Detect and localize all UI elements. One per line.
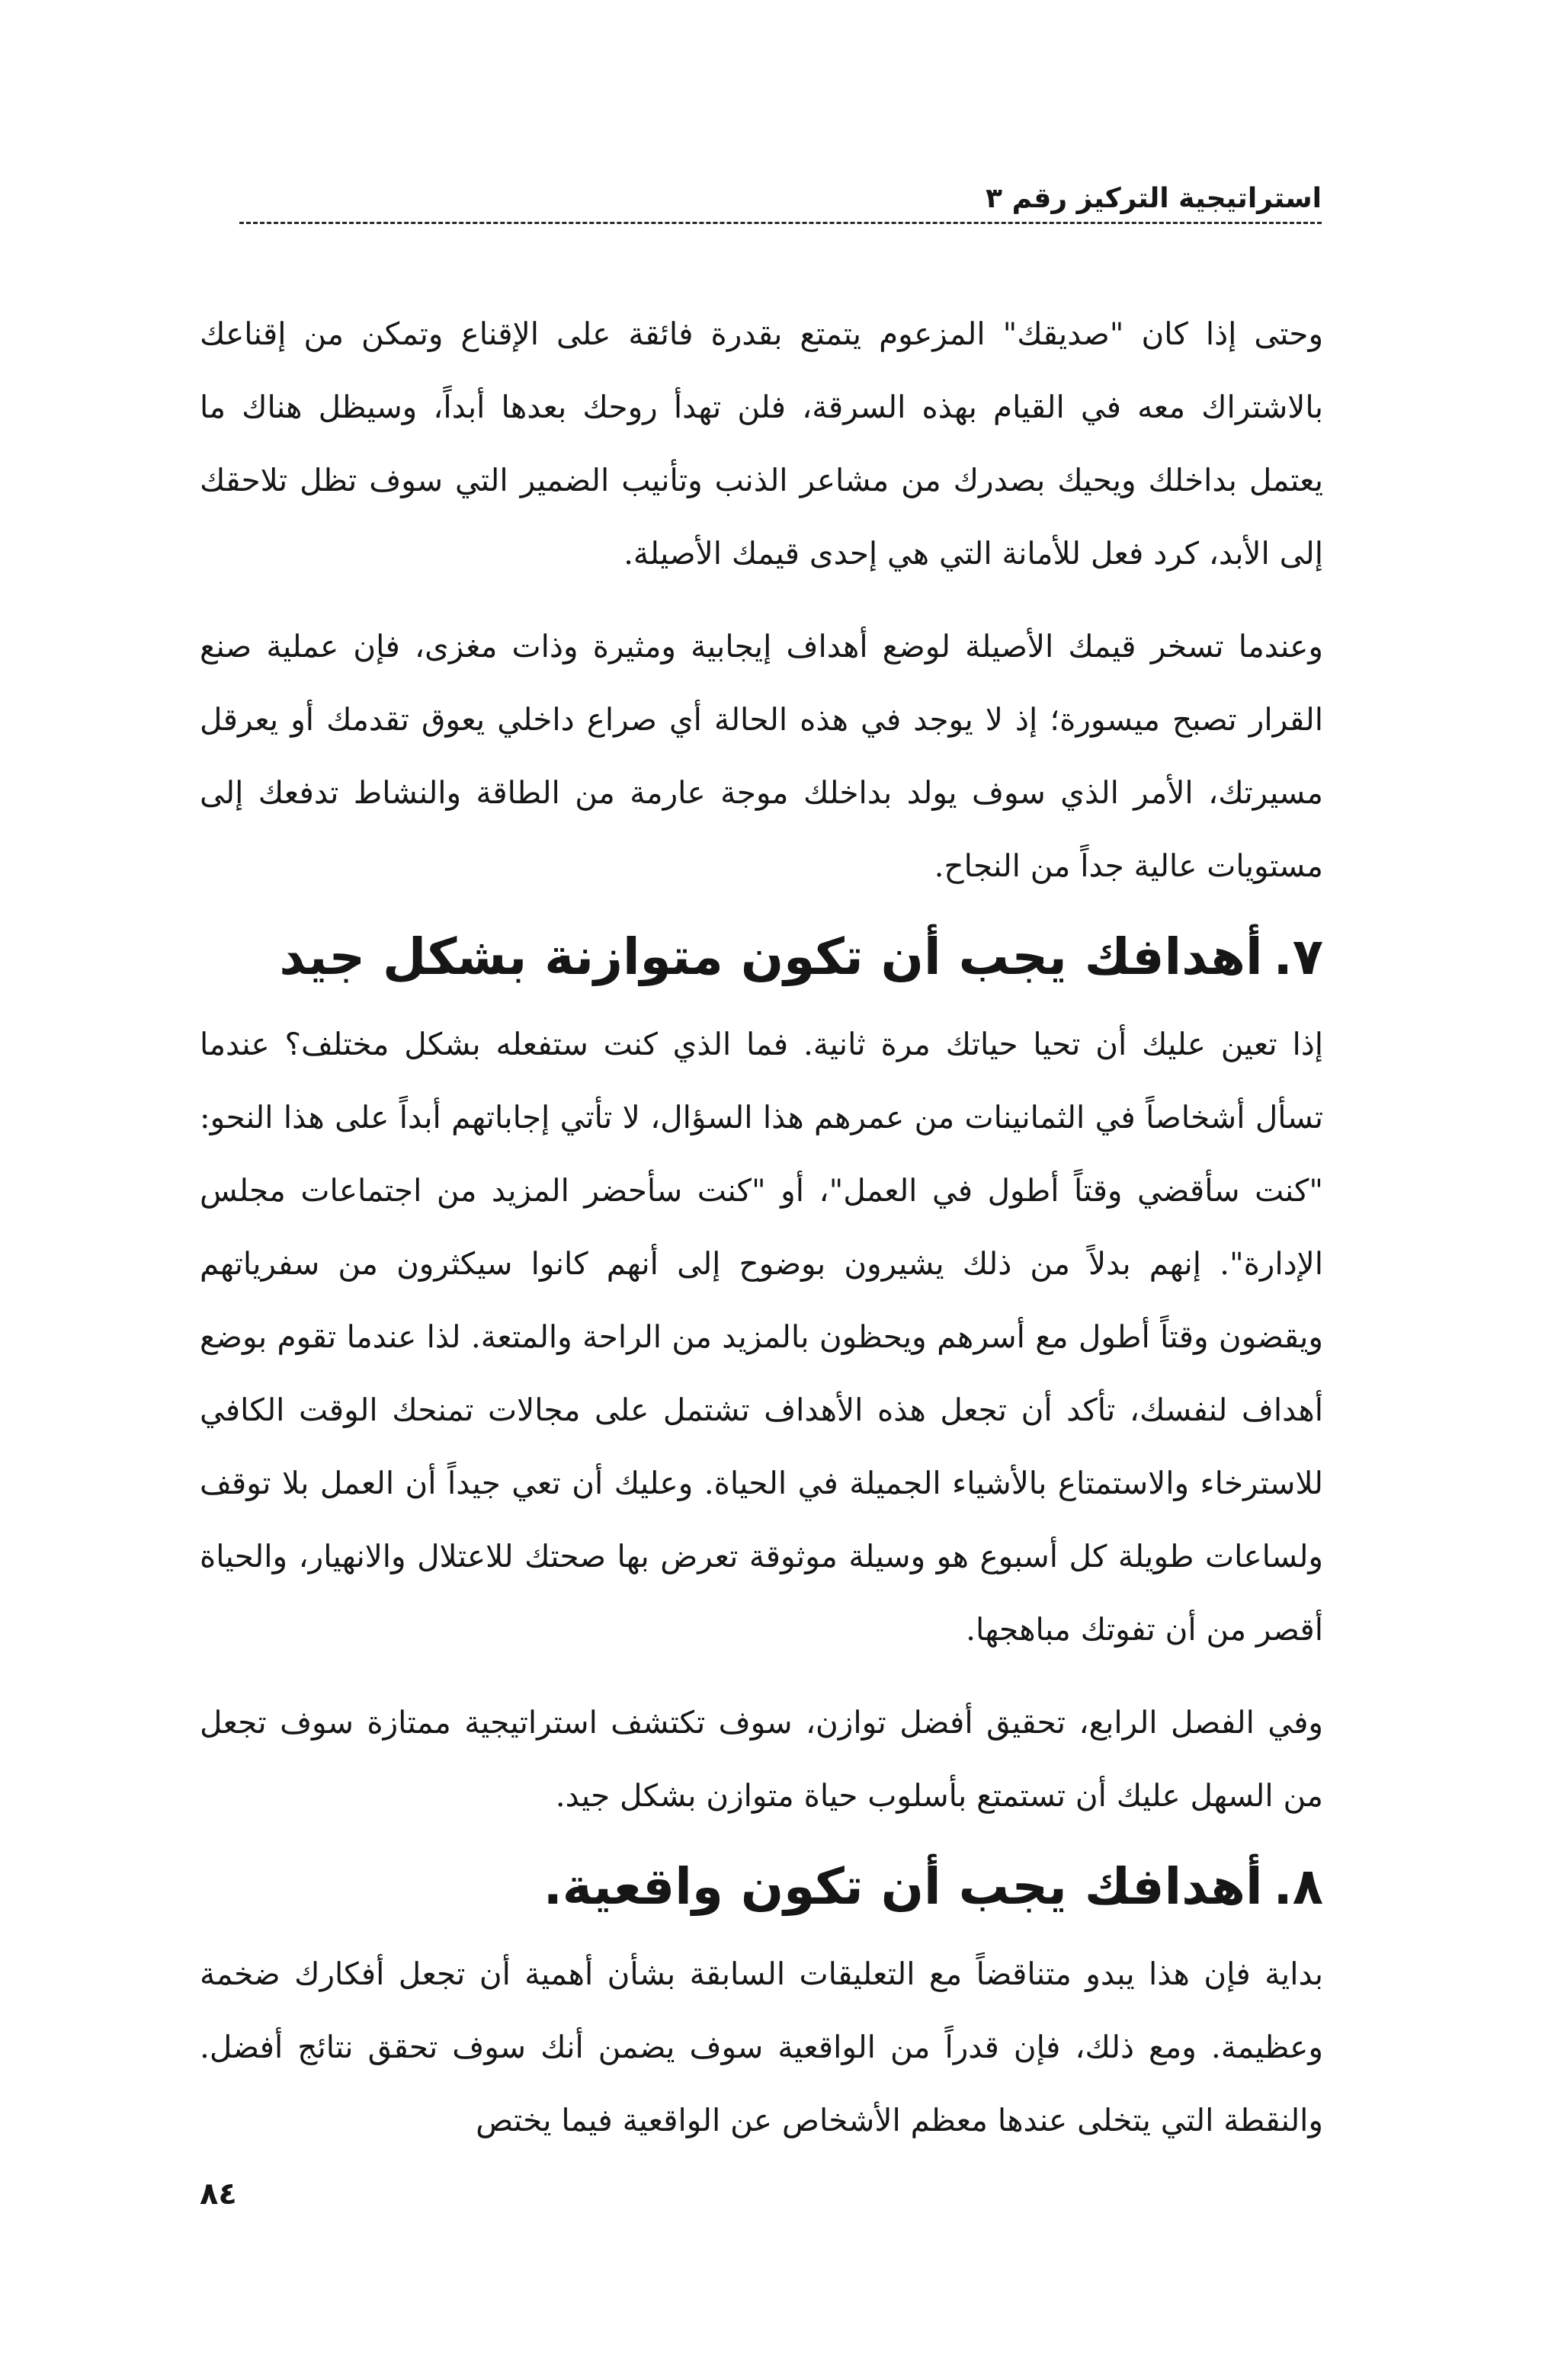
paragraph-intro-1: وحتى إذا كان "صديقك" المزعوم يتمتع بقدرة فائقة على الإقناع وتمكن من إقناعك بالاشتراك معه في القيام بهذه السرقة، فلن تهدأ روحك بعدها أبداً، وسيظل هناك ما يعتمل بداخلك ويحيك بصدرك من مشاعر الذنب وتأنيب الضمير التي سوف تظل تلاحقك إلى الأبد، كرد فعل للأمانة التي هي إحدى قيمك الأصيلة. — [200, 316, 1323, 572]
section-8-title: أهدافك يجب أن تكون واقعية. — [543, 1857, 1263, 1916]
section-8-number: ٨. — [1273, 1857, 1323, 1916]
page-body — [200, 297, 1323, 2157]
paragraph-intro-2: وعندما تسخر قيمك الأصيلة لوضع أهداف إيجابية ومثيرة وذات مغزى، فإن عملية صنع القرار تصبح ميسورة؛ إذ لا يوجد في هذه الحالة أي صراع داخلي يعوق تقدمك أو يعرقل مسيرتك، الأمر الذي سوف يولد بداخلك موجة عارمة من الطاقة والنشاط تدفعك إلى مستويات عالية جداً من النجاح. — [200, 628, 1323, 884]
section-7-paragraph-1: إذا تعين عليك أن تحيا حياتك مرة ثانية. فما الذي كنت ستفعله بشكل مختلف؟ عندما تسأل أشخاصاً في الثمانينات من عمرهم هذا السؤال، لا تأتي إجاباتهم أبداً على هذا النحو: "كنت سأقضي وقتاً أطول في العمل"، أو "كنت سأحضر المزيد من اجتماعات مجلس الإدارة". إنهم بدلاً من ذلك يشيرون بوضوح إلى أنهم كانوا سيكثرون من سفرياتهم ويقضون وقتاً أطول مع أسرهم ويحظون بالمزيد من الراحة والمتعة. لذا عندما تقوم بوضع أهداف لنفسك، تأكد أن تجعل هذه الأهداف تشتمل على مجالات تمنحك الوقت الكافي للاسترخاء والاستمتاع بالأشياء الجميلة في الحياة. وعليك أن تعي جيداً أن العمل بلا توقف ولساعات طويلة كل أسبوع هو وسيلة موثوقة تعرض بها صحتك للاعتلال والانهيار، والحياة أقصر من أن تفوتك مباهجها. — [200, 1026, 1323, 1648]
section-7-paragraph-2: وفي الفصل الرابع، تحقيق أفضل توازن، سوف تكتشف استراتيجية ممتازة سوف تجعل من السهل عليك أن تستمتع بأسلوب حياة متوازن بشكل جيد. — [200, 1704, 1323, 1814]
running-header: استراتيجية التركيز رقم ٣ — [239, 183, 1322, 224]
section-8-paragraph-1: بداية فإن هذا يبدو متناقضاً مع التعليقات السابقة بشأن أهمية أن تجعل أفكارك ضخمة وعظيمة. ومع ذلك، فإن قدراً من الواقعية سوف يضمن أنك سوف تحقق نتائج أفضل. والنقطة التي يتخلى عندها معظم الأشخاص عن الواقعية فيما يختص — [200, 1956, 1323, 2138]
section-7-title: أهدافك يجب أن تكون متوازنة بشكل جيد — [279, 927, 1263, 986]
section-7-number: ٧. — [1273, 927, 1323, 986]
section-8-heading — [200, 1847, 1323, 1927]
section-7-heading — [200, 918, 1323, 997]
page-number: ٨٤ — [200, 2177, 237, 2212]
